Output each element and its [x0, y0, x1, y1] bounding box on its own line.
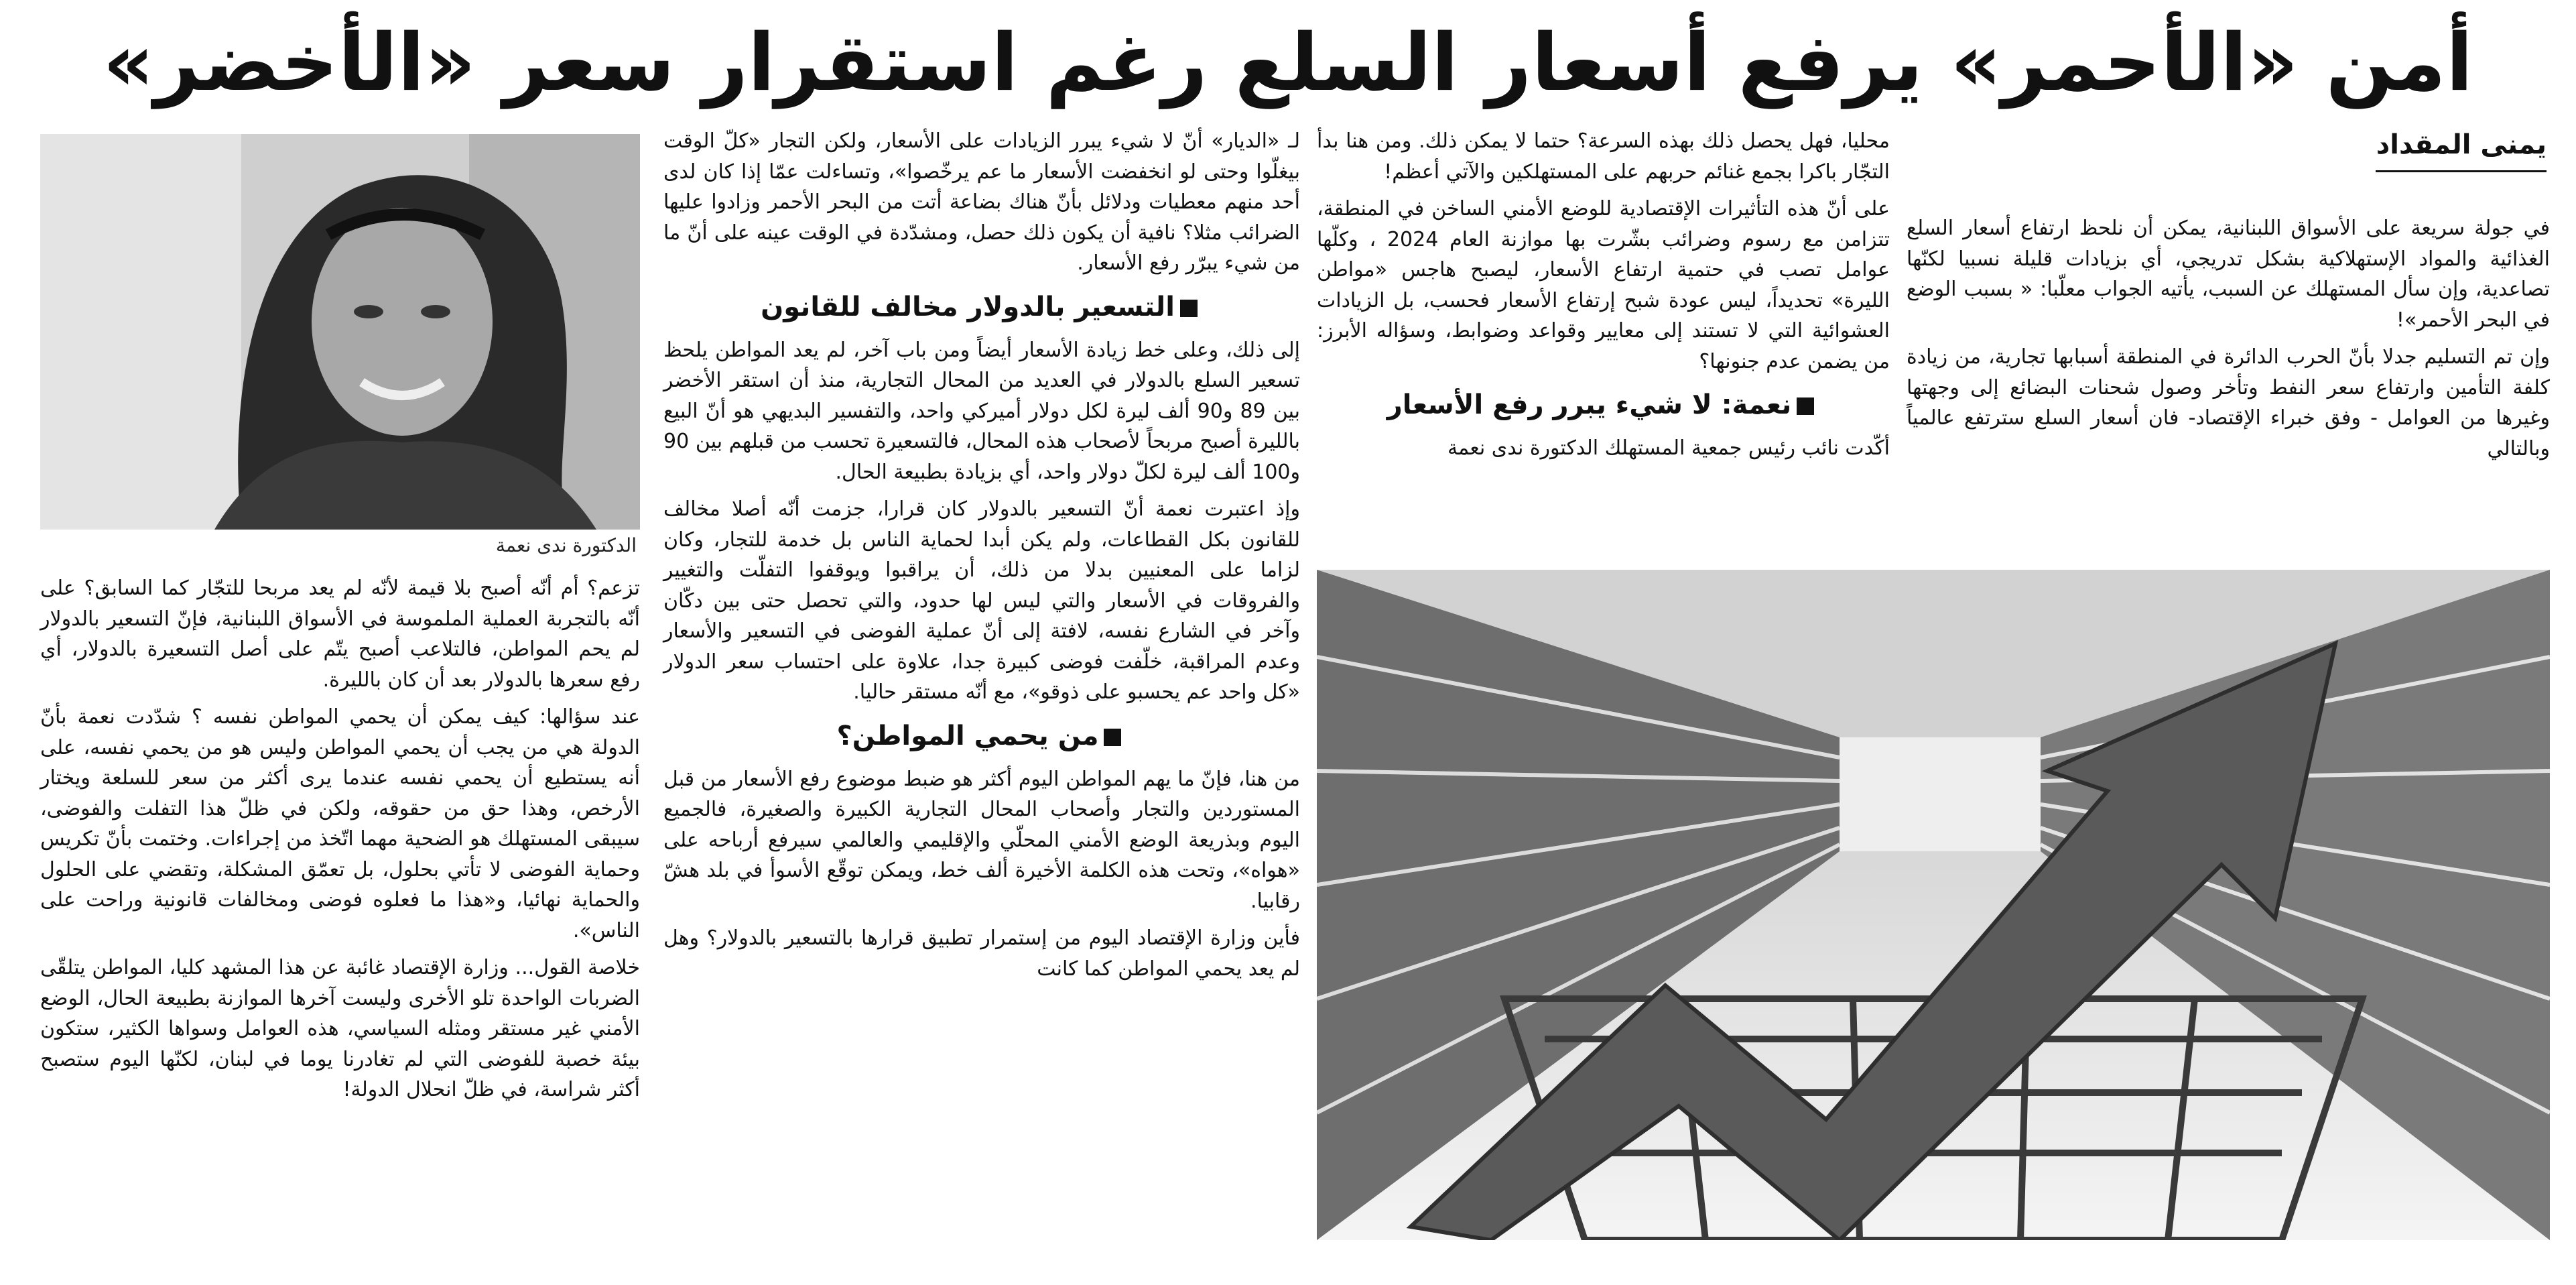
paragraph: محليا، فهل يحصل ذلك بهذه السرعة؟ حتما لا يمكن ذلك. ومن هنا بدأ التجّار باكرا بجمع غنائم حربهم على المستهلكين والآتي أعظم!	[1317, 129, 1890, 184]
supermarket-cart-photo	[1317, 570, 2550, 1240]
portrait-photo	[40, 134, 640, 530]
paragraph: لـ «الديار» أنّ لا شيء يبرر الزيادات على الأسعار، ولكن التجار «كلّ الوقت بيغلّوا وحتى لو انخفضت الأسعار ما عم يرخّصوا»، وتساءلت عمّا إذا كان لدى أحد منهم معطيات ودلائل بأنّ هناك بضاعة أتت من البحر الأحمر وزادوا عليها الضرائب مثلا؟ نافية أن يكون ذلك حصل، ومشدّدة في الوقت عينه على أنّ ما من شيء يبرّر رفع الأسعار.	[663, 129, 1300, 275]
bullet-square-icon	[1104, 729, 1121, 746]
author-byline: يمنى المقداد	[2376, 126, 2547, 172]
article-column-4	[40, 573, 640, 1112]
paragraph: فأين وزارة الإقتصاد اليوم من إستمرار تطبيق قرارها بالتسعير بالدولار؟ وهل لم يعد يحمي المواطن كما كانت	[663, 926, 1300, 981]
paragraph: وإذ اعتبرت نعمة أنّ التسعير بالدولار كان قرارا، جزمت أنّه أصلا مخالف للقانون بكل القطاعات، ولم يكن أبدا لحماية الناس بل خدمة للتجار، وكان لزاما على المعنيين بدلا من ذلك، أن يراقبوا ويوقفوا التفلّت والتغيير والفروقات في الأسعار والتي ليس لها حدود، والتي تحصل حتى بين دكّان وآخر في الشارع نفسه، لافتة إلى أنّ عملية الفوضى في التسعير والأسعار وعدم المراقبة، خلّفت فوضى كبيرة جدا، علاوة على احتساب سعر الدولار «كل واحد عم يحسبو على ذوقو»، مع أنّه مستقر حاليا.	[663, 497, 1300, 704]
subheading: التسعير بالدولار مخالف للقانون	[663, 288, 1300, 326]
photo-caption: الدكتورة ندى نعمة	[495, 534, 637, 556]
paragraph: تزعم؟ أم أنّه أصبح بلا قيمة لأنّه لم يعد مربحا للتجّار كما السابق؟ على أنّه بالتجربة العملية الملموسة في الأسواق اللبنانية، فإنّ التسعير بالدولار لم يحم المواطن، فالتلاعب أصبح يتّم على أصل التسعيرة بالدولار، أي رفع سعرها بالدولار بعد أن كان بالليرة.	[40, 576, 640, 692]
paragraph: وإن تم التسليم جدلا بأنّ الحرب الدائرة في المنطقة أسبابها تجارية، من زيادة كلفة التأمين وارتفاع سعر النفط وتأخر وصول شحنات البضائع إلى وجهتها وغيرها من العوامل - وفق خبراء الإقتصاد- فان أسعار السلع سترتفع عالمياً وبالتالي	[1907, 345, 2550, 461]
subheading: من يحمي المواطن؟	[663, 717, 1300, 755]
article-column-1	[1907, 213, 2550, 471]
paragraph: خلاصة القول... وزارة الإقتصاد غائبة عن هذا المشهد كليا، المواطن يتلقّى الضربات الواحدة تلو الأخرى وليست آخرها الموازنة بطبيعة الحال، الوضع الأمني غير مستقر ومثله السياسي، هذه العوامل وسواها الكثير، ستكون بيئة خصبة للفوضى التي لم تغادرنا يوما في لبنان، لكنّها اليوم ستصبح أكثر شراسة، في ظلّ انحلال الدولة!	[40, 956, 640, 1101]
bullet-square-icon	[1180, 300, 1198, 317]
article-column-3	[663, 126, 1300, 991]
paragraph: عند سؤالها: كيف يمكن أن يحمي المواطن نفسه ؟ شدّدت نعمة بأنّ الدولة هي من يجب أن يحمي المواطن وليس هو من يحمي نفسه، على أنه يستطيع أن يحمي نفسه عندما يرى أكثر من سعر للسلعة ويختار الأرخص، وهذا حق من حقوقه، ولكن في ظلّ هذا التفلت والفوضى، سيبقى المستهلك هو الضحية مهما اتّخذ من إجراءات. وختمت بأنّ تكريس وحماية الفوضى لا تأتي بحلول، بل تعمّق المشكلة، وتقضي على الحلول والحماية نهائيا، و«هذا ما فعلوه فوضى ومخالفات قانونية وراحت على الناس».	[40, 705, 640, 942]
paragraph: أكّدت نائب رئيس جمعية المستهلك الدكتورة ندى نعمة	[1447, 436, 1890, 460]
paragraph: على أنّ هذه التأثيرات الإقتصادية للوضع الأمني الساخن في المنطقة، تتزامن مع رسوم وضرائب بشّرت بها موازنة العام 2024 ، وكلّها عوامل تصب في حتمية ارتفاع الأسعار، ليصبح هاجس «مواطن الليرة» تحديداً، ليس عودة شبح إرتفاع الأسعار فحسب، بل الزيادات العشوائية التي لا تستند إلى معايير وقواعد وضوابط، وسؤاله الأبرز: من يضمن عدم جنونها؟	[1317, 197, 1890, 373]
bullet-square-icon	[1797, 397, 1814, 415]
paragraph: إلى ذلك، وعلى خط زيادة الأسعار أيضاً ومن باب آخر، لم يعد المواطن يلحظ تسعير السلع بالدولار في العديد من المحال التجارية، منذ أن استقر الأخضر بين 89 و90 ألف ليرة لكل دولار أميركي واحد، والتفسير البديهي هو أنّ البيع بالليرة أصبح مربحاً لأصحاب هذه المحال، فالتسعيرة تحسب من قبلهم بين 90 و100 ألف ليرة لكلّ دولار واحد، أي بزيادة بطبيعة الحال.	[663, 338, 1300, 484]
headline: أمن «الأحمر» يرفع أسعار السلع رغم استقرار سعر «الأخضر»	[103, 16, 2473, 109]
subheading: نعمة: لا شيء يبرر رفع الأسعار	[1317, 386, 1890, 424]
paragraph: من هنا، فإنّ ما يهم المواطن اليوم أكثر هو ضبط موضوع رفع الأسعار من قبل المستوردين والتجار وأصحاب المحال التجارية الكبيرة والصغيرة، فالجميع اليوم وبذريعة الوضع الأمني المحلّي والإقليمي والعالمي سيرفع أرباحه على «هواه»، وتحت هذه الكلمة الأخيرة ألف خط، ويمكن توقّع الأسوأ في بلد هشّ رقابيا.	[663, 767, 1300, 913]
article-column-2	[1317, 126, 1890, 471]
paragraph: في جولة سريعة على الأسواق اللبنانية، يمكن أن نلحظ ارتفاع أسعار السلع الغذائية والمواد الإستهلاكية بشكل تدريجي، أي بزيادات قليلة نسبيا لكنّها تصاعدية، وإن سأل المستهلك عن السبب، يأتيه الجواب معلّبا: « بسبب الوضع في البحر الأحمر»!	[1907, 217, 2550, 332]
